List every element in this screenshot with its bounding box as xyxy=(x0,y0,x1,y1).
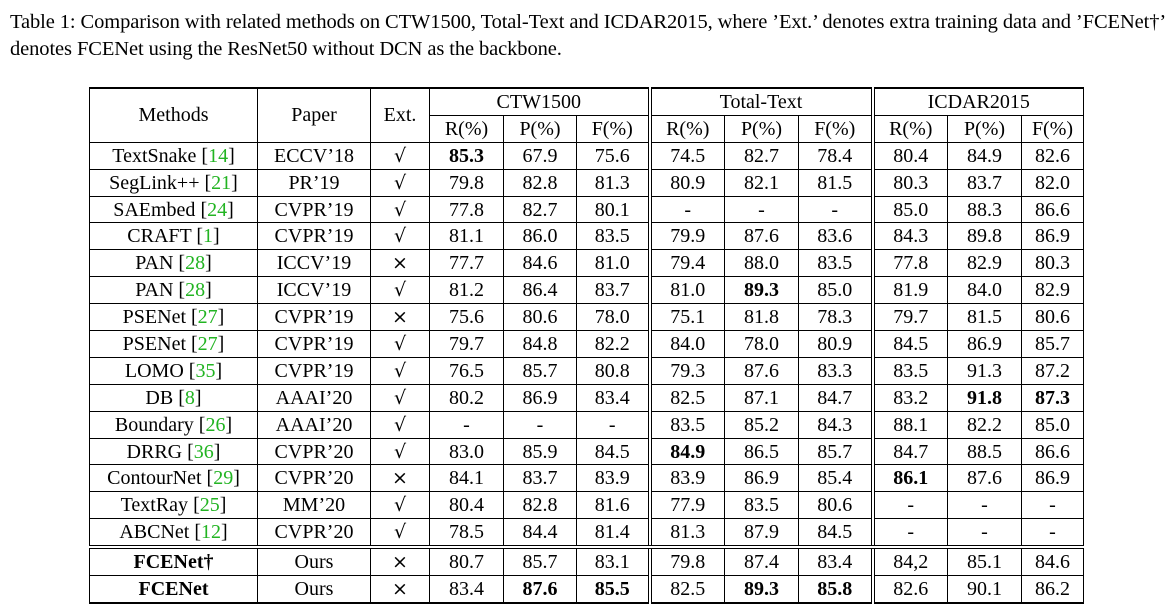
table-row xyxy=(90,384,1084,411)
value-cell: 86.6 xyxy=(1022,438,1084,465)
value-cell: 84.6 xyxy=(1022,547,1084,575)
value-cell: - xyxy=(1022,519,1084,547)
value-cell: 83.3 xyxy=(799,357,873,384)
value-cell: 85.7 xyxy=(504,547,577,575)
check-mark-icon: √ xyxy=(371,196,430,223)
paper-cell: CVPR’20 xyxy=(258,465,371,492)
method-cell: LOMO [35] xyxy=(90,357,258,384)
method-name: PSENet xyxy=(122,306,186,329)
value-cell: - xyxy=(1022,492,1084,519)
value-cell: 84.9 xyxy=(650,438,725,465)
method-name: SAEmbed xyxy=(113,198,196,221)
value-cell: - xyxy=(430,411,504,438)
method-name: ContourNet xyxy=(107,467,202,490)
check-mark-icon: √ xyxy=(371,223,430,250)
table-header xyxy=(90,88,1084,142)
value-cell: 82.2 xyxy=(948,411,1022,438)
method-cell: DRRG [36] xyxy=(90,438,258,465)
check-mark-icon: √ xyxy=(371,277,430,304)
value-cell: 83.1 xyxy=(577,547,650,575)
value-cell: 84.3 xyxy=(799,411,873,438)
value-cell: 86.4 xyxy=(504,277,577,304)
value-cell: 82.9 xyxy=(948,250,1022,277)
check-mark-icon: √ xyxy=(371,519,430,547)
header-tt-f: F(%) xyxy=(799,115,873,142)
method-name: LOMO xyxy=(124,359,184,382)
value-cell: 76.5 xyxy=(430,357,504,384)
header-tt-p: P(%) xyxy=(725,115,799,142)
value-cell: 82.5 xyxy=(650,576,725,603)
value-cell: 85.0 xyxy=(1022,411,1084,438)
value-cell: 87.6 xyxy=(725,223,799,250)
paper-cell: ICCV’19 xyxy=(258,277,371,304)
value-cell: 82.9 xyxy=(1022,277,1084,304)
citation-ref: 26 xyxy=(205,413,226,436)
value-cell: 77.9 xyxy=(650,492,725,519)
value-cell: 80.8 xyxy=(577,357,650,384)
value-cell: 87.3 xyxy=(1022,384,1084,411)
value-cell: 87.2 xyxy=(1022,357,1084,384)
method-name: PSENet xyxy=(122,332,186,355)
ours-row xyxy=(90,547,1084,575)
header-total-text: Total-Text xyxy=(650,88,873,115)
paper-cell: Ours xyxy=(258,576,371,603)
value-cell: 85.9 xyxy=(504,438,577,465)
citation-ref: 21 xyxy=(211,171,232,194)
paper-cell: CVPR’19 xyxy=(258,304,371,331)
header-icdar2015: ICDAR2015 xyxy=(873,88,1084,115)
table-body xyxy=(90,142,1084,603)
citation-ref: 27 xyxy=(197,332,218,355)
value-cell: 91.8 xyxy=(948,384,1022,411)
paper-cell: CVPR’19 xyxy=(258,331,371,358)
value-cell: 84.5 xyxy=(577,438,650,465)
table-row xyxy=(90,304,1084,331)
citation-ref: 24 xyxy=(207,198,228,221)
paper-cell: AAAI’20 xyxy=(258,411,371,438)
citation-ref: 35 xyxy=(195,359,216,382)
method-name: CRAFT xyxy=(127,225,192,248)
value-cell: 85.0 xyxy=(873,196,948,223)
paper-cell: CVPR’20 xyxy=(258,438,371,465)
method-cell: ContourNet [29] xyxy=(90,465,258,492)
method-cell: ABCNet [12] xyxy=(90,519,258,547)
header-ic-p: P(%) xyxy=(948,115,1022,142)
value-cell: 89.3 xyxy=(725,277,799,304)
value-cell: 80.9 xyxy=(650,169,725,196)
value-cell: 87.6 xyxy=(725,357,799,384)
header-paper: Paper xyxy=(258,88,371,142)
value-cell: 86.9 xyxy=(1022,465,1084,492)
value-cell: - xyxy=(873,519,948,547)
value-cell: 78.3 xyxy=(799,304,873,331)
value-cell: 86.9 xyxy=(725,465,799,492)
table-row xyxy=(90,492,1084,519)
method-cell: TextRay [25] xyxy=(90,492,258,519)
header-methods: Methods xyxy=(90,88,258,142)
value-cell: 82.7 xyxy=(725,142,799,169)
value-cell: - xyxy=(799,196,873,223)
paper-cell: MM’20 xyxy=(258,492,371,519)
value-cell: 84.0 xyxy=(948,277,1022,304)
value-cell: 86.6 xyxy=(1022,196,1084,223)
value-cell: 84.5 xyxy=(873,331,948,358)
value-cell: 79.4 xyxy=(650,250,725,277)
value-cell: 83.7 xyxy=(504,465,577,492)
value-cell: 84.5 xyxy=(799,519,873,547)
value-cell: 83.5 xyxy=(577,223,650,250)
comparison-table-wrapper xyxy=(89,87,1084,604)
method-name: DRRG xyxy=(126,440,183,463)
table-row xyxy=(90,411,1084,438)
value-cell: 84.4 xyxy=(504,519,577,547)
value-cell: 83.2 xyxy=(873,384,948,411)
value-cell: 85.7 xyxy=(799,438,873,465)
table-row xyxy=(90,465,1084,492)
cross-mark-icon: × xyxy=(371,547,430,575)
value-cell: 86.9 xyxy=(948,331,1022,358)
method-name: DB xyxy=(145,386,174,409)
value-cell: 86.9 xyxy=(504,384,577,411)
check-mark-icon: √ xyxy=(371,331,430,358)
method-cell: TextSnake [14] xyxy=(90,142,258,169)
method-cell xyxy=(90,547,258,575)
cross-mark-icon: × xyxy=(371,250,430,277)
value-cell: 84.8 xyxy=(504,331,577,358)
citation-ref: 12 xyxy=(201,521,221,544)
value-cell: 78.4 xyxy=(799,142,873,169)
value-cell: 85.5 xyxy=(577,576,650,603)
method-name: TextRay xyxy=(120,494,189,517)
value-cell: 86.1 xyxy=(873,465,948,492)
method-name: PAN xyxy=(135,279,174,302)
value-cell: 90.1 xyxy=(948,576,1022,603)
value-cell: 74.5 xyxy=(650,142,725,169)
method-cell xyxy=(90,576,258,603)
value-cell: 75.1 xyxy=(650,304,725,331)
value-cell: 80.6 xyxy=(799,492,873,519)
value-cell: 79.7 xyxy=(873,304,948,331)
value-cell: 83.5 xyxy=(725,492,799,519)
check-mark-icon: √ xyxy=(371,411,430,438)
value-cell: 80.3 xyxy=(873,169,948,196)
value-cell: 85.1 xyxy=(948,547,1022,575)
method-name: SegLink++ xyxy=(109,171,200,194)
citation-ref: 28 xyxy=(185,252,206,275)
header-ic-f: F(%) xyxy=(1022,115,1084,142)
value-cell: 82.8 xyxy=(504,169,577,196)
value-cell: 85.4 xyxy=(799,465,873,492)
value-cell: 79.3 xyxy=(650,357,725,384)
value-cell: 83.9 xyxy=(577,465,650,492)
paper-cell: PR’19 xyxy=(258,169,371,196)
method-cell: PSENet [27] xyxy=(90,331,258,358)
table-row xyxy=(90,331,1084,358)
paper-cell: Ours xyxy=(258,547,371,575)
cross-mark-icon: × xyxy=(371,576,430,603)
value-cell: 78.0 xyxy=(577,304,650,331)
value-cell: 82.2 xyxy=(577,331,650,358)
citation-ref: 28 xyxy=(185,279,206,302)
value-cell: 88.5 xyxy=(948,438,1022,465)
value-cell: 82.8 xyxy=(504,492,577,519)
method-cell: PSENet [27] xyxy=(90,304,258,331)
value-cell: 81.3 xyxy=(577,169,650,196)
value-cell: - xyxy=(948,519,1022,547)
value-cell: 81.3 xyxy=(650,519,725,547)
cross-mark-icon: × xyxy=(371,465,430,492)
value-cell: 87.6 xyxy=(504,576,577,603)
header-ctw1500: CTW1500 xyxy=(430,88,650,115)
method-cell: PAN [28] xyxy=(90,250,258,277)
value-cell: 81.0 xyxy=(650,277,725,304)
paper-cell: CVPR’20 xyxy=(258,519,371,547)
header-tt-r: R(%) xyxy=(650,115,725,142)
value-cell: 78.5 xyxy=(430,519,504,547)
paper-cell: CVPR’19 xyxy=(258,196,371,223)
value-cell: 83.9 xyxy=(650,465,725,492)
value-cell: 80.4 xyxy=(430,492,504,519)
check-mark-icon: √ xyxy=(371,169,430,196)
value-cell: 88.1 xyxy=(873,411,948,438)
value-cell: 88.0 xyxy=(725,250,799,277)
value-cell: - xyxy=(577,411,650,438)
value-cell: 85.3 xyxy=(430,142,504,169)
citation-ref: 14 xyxy=(208,144,229,167)
value-cell: 86.0 xyxy=(504,223,577,250)
value-cell: 75.6 xyxy=(577,142,650,169)
header-ctw-f: F(%) xyxy=(577,115,650,142)
value-cell: 83.4 xyxy=(799,547,873,575)
value-cell: 81.6 xyxy=(577,492,650,519)
method-name: PAN xyxy=(135,252,174,275)
table-row xyxy=(90,277,1084,304)
value-cell: 83.4 xyxy=(430,576,504,603)
value-cell: 79.7 xyxy=(430,331,504,358)
value-cell: 83.0 xyxy=(430,438,504,465)
value-cell: 81.8 xyxy=(725,304,799,331)
value-cell: 82.1 xyxy=(725,169,799,196)
cross-mark-icon: × xyxy=(371,304,430,331)
value-cell: 80.2 xyxy=(430,384,504,411)
table-row xyxy=(90,519,1084,547)
value-cell: 89.8 xyxy=(948,223,1022,250)
value-cell: 77.8 xyxy=(430,196,504,223)
value-cell: 83.4 xyxy=(577,384,650,411)
value-cell: 82.6 xyxy=(873,576,948,603)
table-row xyxy=(90,196,1084,223)
value-cell: 77.7 xyxy=(430,250,504,277)
value-cell: 81.2 xyxy=(430,277,504,304)
check-mark-icon: √ xyxy=(371,384,430,411)
method-cell: CRAFT [1] xyxy=(90,223,258,250)
header-ic-r: R(%) xyxy=(873,115,948,142)
value-cell: 83.7 xyxy=(948,169,1022,196)
value-cell: 81.5 xyxy=(948,304,1022,331)
value-cell: 87.1 xyxy=(725,384,799,411)
header-ctw-p: P(%) xyxy=(504,115,577,142)
table-row xyxy=(90,250,1084,277)
value-cell: 82.5 xyxy=(650,384,725,411)
value-cell: 84.6 xyxy=(504,250,577,277)
value-cell: 81.0 xyxy=(577,250,650,277)
value-cell: 80.6 xyxy=(504,304,577,331)
value-cell: 80.9 xyxy=(799,331,873,358)
value-cell: 86.9 xyxy=(1022,223,1084,250)
check-mark-icon: √ xyxy=(371,357,430,384)
value-cell: 84.1 xyxy=(430,465,504,492)
citation-ref: 8 xyxy=(184,386,195,409)
value-cell: 78.0 xyxy=(725,331,799,358)
value-cell: 81.4 xyxy=(577,519,650,547)
paper-cell: CVPR’19 xyxy=(258,223,371,250)
citation-ref: 29 xyxy=(213,467,234,490)
value-cell: 81.9 xyxy=(873,277,948,304)
value-cell: 81.5 xyxy=(799,169,873,196)
value-cell: 80.3 xyxy=(1022,250,1084,277)
value-cell: 80.7 xyxy=(430,547,504,575)
value-cell: 87.6 xyxy=(948,465,1022,492)
value-cell: 82.7 xyxy=(504,196,577,223)
value-cell: 79.9 xyxy=(650,223,725,250)
value-cell: 84.7 xyxy=(873,438,948,465)
method-cell: DB [8] xyxy=(90,384,258,411)
value-cell: 80.6 xyxy=(1022,304,1084,331)
citation-ref: 36 xyxy=(193,440,214,463)
ours-row xyxy=(90,576,1084,603)
value-cell: - xyxy=(948,492,1022,519)
value-cell: 82.0 xyxy=(1022,169,1084,196)
value-cell: 89.3 xyxy=(725,576,799,603)
paper-cell: ICCV’19 xyxy=(258,250,371,277)
value-cell: 79.8 xyxy=(650,547,725,575)
value-cell: 82.6 xyxy=(1022,142,1084,169)
check-mark-icon: √ xyxy=(371,492,430,519)
value-cell: - xyxy=(504,411,577,438)
value-cell: 80.4 xyxy=(873,142,948,169)
method-name: ABCNet xyxy=(119,521,190,544)
comparison-table xyxy=(89,87,1084,604)
value-cell: - xyxy=(725,196,799,223)
value-cell: 85.7 xyxy=(1022,331,1084,358)
paper-cell: CVPR’19 xyxy=(258,357,371,384)
value-cell: 91.3 xyxy=(948,357,1022,384)
check-mark-icon: √ xyxy=(371,438,430,465)
check-mark-icon: √ xyxy=(371,142,430,169)
table-row xyxy=(90,357,1084,384)
method-cell: SAEmbed [24] xyxy=(90,196,258,223)
method-name: FCENet xyxy=(138,577,209,600)
value-cell: 83.5 xyxy=(873,357,948,384)
citation-ref: 1 xyxy=(203,225,214,248)
value-cell: 77.8 xyxy=(873,250,948,277)
table-row xyxy=(90,142,1084,169)
value-cell: 85.8 xyxy=(799,576,873,603)
value-cell: - xyxy=(873,492,948,519)
value-cell: 85.0 xyxy=(799,277,873,304)
table-row xyxy=(90,169,1084,196)
value-cell: 83.5 xyxy=(650,411,725,438)
citation-ref: 25 xyxy=(199,494,220,517)
value-cell: 87.9 xyxy=(725,519,799,547)
paper-cell: ECCV’18 xyxy=(258,142,371,169)
citation-ref: 27 xyxy=(197,306,218,329)
method-name: FCENet† xyxy=(133,551,214,574)
value-cell: 67.9 xyxy=(504,142,577,169)
value-cell: 79.8 xyxy=(430,169,504,196)
table-row xyxy=(90,438,1084,465)
value-cell: 80.1 xyxy=(577,196,650,223)
value-cell: 87.4 xyxy=(725,547,799,575)
value-cell: 86.2 xyxy=(1022,576,1084,603)
method-cell: SegLink++ [21] xyxy=(90,169,258,196)
method-name: TextSnake xyxy=(112,144,197,167)
value-cell: 84,2 xyxy=(873,547,948,575)
method-cell: PAN [28] xyxy=(90,277,258,304)
method-cell: Boundary [26] xyxy=(90,411,258,438)
value-cell: 84.7 xyxy=(799,384,873,411)
value-cell: 86.5 xyxy=(725,438,799,465)
value-cell: 84.3 xyxy=(873,223,948,250)
method-name: Boundary xyxy=(114,413,194,436)
paper-cell: AAAI’20 xyxy=(258,384,371,411)
table-row xyxy=(90,223,1084,250)
value-cell: 84.0 xyxy=(650,331,725,358)
table-caption: Table 1: Comparison with related methods on CTW1500, Total-Text and ICDAR2015, where ’Ext.’ denotes extra training data and ’FCENet†’ denotes FCENet using the ResNet50 without DCN as the backbone. xyxy=(10,11,1165,60)
value-cell: 84.9 xyxy=(948,142,1022,169)
value-cell: 85.7 xyxy=(504,357,577,384)
value-cell: 81.1 xyxy=(430,223,504,250)
header-ctw-r: R(%) xyxy=(430,115,504,142)
value-cell: 75.6 xyxy=(430,304,504,331)
value-cell: 83.6 xyxy=(799,223,873,250)
value-cell: 83.5 xyxy=(799,250,873,277)
value-cell: 83.7 xyxy=(577,277,650,304)
value-cell: 85.2 xyxy=(725,411,799,438)
value-cell: - xyxy=(650,196,725,223)
value-cell: 88.3 xyxy=(948,196,1022,223)
header-ext: Ext. xyxy=(371,88,430,142)
